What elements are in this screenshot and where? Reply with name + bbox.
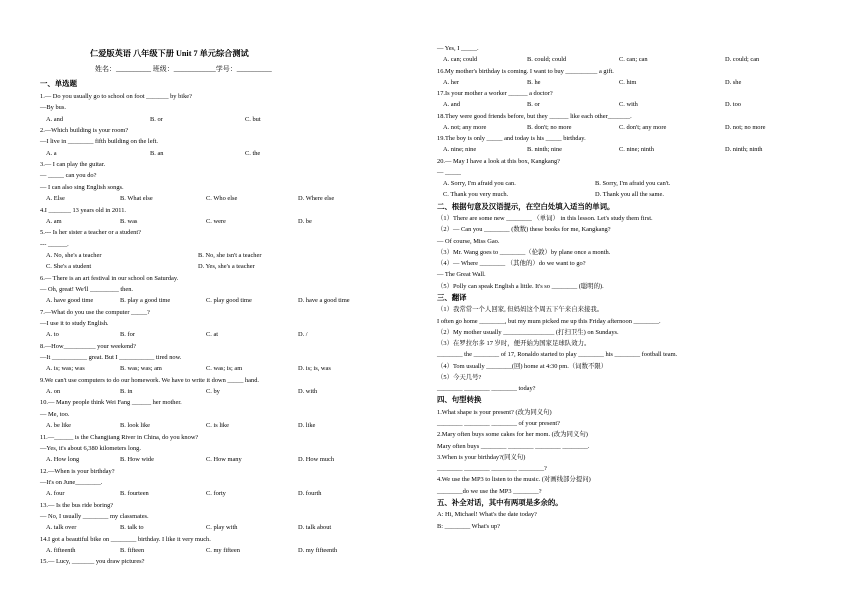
question-line: — I can also sing English songs. [40, 183, 124, 191]
question-line: — _____ [437, 168, 461, 176]
option-D: D. ninth; ninth [725, 146, 763, 154]
option-C: C. were [206, 217, 226, 225]
question-line: 7.—What do you use the computer _____? [40, 308, 150, 316]
section-heading: 一、单选题 [40, 79, 77, 88]
option-A: A. How long [46, 456, 80, 464]
option-C: C. don't; any more [619, 123, 667, 131]
option-D: D. / [298, 331, 308, 339]
question-line: 2.Mary often buys some cakes for her mom. (改为同义句) [437, 431, 588, 439]
option-A: A. be like [46, 422, 72, 430]
option-B: B. could; could [527, 56, 567, 64]
option-C: C. by [206, 388, 220, 396]
question-line: 18.They were good friends before, but they ______ like each other_______. [437, 112, 632, 120]
question-line: 3.— I can play the guitar. [40, 161, 106, 169]
section-heading: 二、根据句意及汉语提示，在空白处填入适当的单词。 [437, 201, 615, 211]
question-line: 6.— There is an art festival in our school on Saturday. [40, 274, 179, 282]
student-info-line: 姓名：__________ 班级：____________学号：__________ [95, 65, 272, 73]
option-C: C. play with [206, 524, 238, 532]
question-line: —I live in ________ fifth building on the left. [40, 138, 159, 146]
option-A: A. fifteenth [46, 547, 76, 554]
option-C: C. with [619, 101, 638, 109]
question-line: 1.— Do you usually go to school on foot _______ by bike? [40, 93, 192, 100]
option-B: B. talk to [120, 524, 144, 532]
option-B: B. or [150, 115, 163, 123]
question-line: （3）在罗拉尔多 17 岁时，便开始为国家足球队效力。 [437, 340, 591, 347]
option-B: B. he [527, 78, 541, 86]
question-line: Mary often buys ________ ________ ________ ________. [437, 442, 590, 450]
question-line: 15.— Lucy, _______ you draw pictures? [40, 558, 145, 566]
option-D: D. like [298, 422, 316, 430]
question-line: — Oh, great! We'll _________ then. [40, 285, 133, 293]
question-line: （4）— Where ________ （其他的）do we want to go? [437, 260, 586, 267]
option-A: A. a [46, 149, 57, 157]
option-C: C. at [206, 331, 219, 339]
option-D: D. too [725, 101, 741, 109]
option-B: B. was [120, 217, 138, 225]
question-line: 5.--- Is her sister a teacher or a student? [40, 229, 141, 237]
option-D: D. with [298, 388, 318, 396]
question-line: 13.— Is the bus ride boring? [40, 501, 114, 509]
question-line: （4）Tom usually ________(回) home at 4:30 pm.（词数不限） [437, 362, 608, 370]
option-D: D. she [725, 78, 742, 86]
question-line: — No, I usually ________ my classmates. [40, 512, 149, 520]
option-C: C. can; can [619, 56, 648, 64]
question-line: --- ______. [40, 240, 69, 248]
option-B: B. don't; no more [527, 123, 572, 131]
option-C: C. but [245, 115, 261, 123]
section-heading: 五、补全对话，其中有两项是多余的。 [437, 497, 563, 507]
option-C: C. play good time [206, 297, 252, 305]
option-A: A. not; any more [443, 123, 487, 131]
option-A: A. talk over [46, 524, 77, 532]
question-line: （2）— Can you ________ (数数) these books for me, Kangkang? [437, 226, 611, 234]
question-line: 11.—______ is the Changjiang River in China, do you know? [40, 433, 199, 441]
question-line: — Yes, I _____. [437, 45, 479, 52]
question-line: ________ ________ ________ ________? [437, 465, 547, 472]
option-D: D. not; no more [725, 123, 766, 131]
question-line: 4.I _______ 13 years old in 2011. [40, 206, 127, 214]
question-line: ________ ________ ________ today? [437, 385, 536, 392]
option-B: B. look like [120, 422, 150, 430]
option-B: B. Sorry, I'm afraid you can't. [595, 180, 671, 187]
option-A: C. She's a student [46, 263, 92, 271]
question-line: 12.—When is your birthday? [40, 467, 115, 475]
option-B: B. was; was; am [120, 365, 162, 373]
question-line: — Me, too. [40, 410, 70, 418]
option-C: C. the [245, 149, 261, 157]
question-line: 10.— Many people think Wei Fang ______ her mother. [40, 399, 182, 407]
option-D: D. is; is, was [298, 365, 331, 373]
option-A: A. four [46, 490, 65, 498]
question-line: （2）My mother usually ________________ (打扫卫生) on Sundays. [437, 328, 619, 336]
section-heading: 四、句型转换 [437, 395, 482, 405]
option-A: A. her [443, 78, 459, 86]
question-line: ________ ________ ________ of your present? [437, 420, 561, 427]
option-A: A. Else [46, 195, 65, 203]
question-line: — _____ can you do? [40, 172, 97, 180]
option-B: B. play a good time [120, 297, 171, 305]
option-A: A. am [46, 217, 62, 225]
option-A: A. No, she's a teacher [46, 251, 102, 259]
question-line: — Of course, Miss Gao. [437, 237, 500, 245]
option-B: B. fifteen [120, 547, 145, 554]
question-line: 9.We can't use computers to do our homework. We have to write it down _____ hand. [40, 376, 260, 384]
option-A: C. Thank you very much. [443, 191, 509, 199]
question-line: ________ the ________ of 17, Ronaldo started to play ________ his ________ football team. [437, 351, 678, 359]
option-B: B. How wide [120, 456, 154, 464]
option-B: B. ninth; nine [527, 146, 562, 154]
question-line: 8.—How__________ your weekend? [40, 342, 137, 350]
option-B: B. for [120, 331, 135, 339]
option-A: A. nine; nine [443, 146, 477, 154]
option-B: D. Thank you all the same. [595, 191, 664, 199]
option-A: A. can; could [443, 56, 478, 64]
question-line: （1）我常常一个人回家, 但妈妈这个周五下午来自来接我。 [437, 306, 604, 314]
option-D: D. fourth [298, 490, 322, 498]
option-D: D. my fifteenth [298, 547, 338, 554]
option-A: A. have good time [46, 297, 94, 305]
question-line: 14.I got a beautiful bike on ________ birthday. I like it very much. [40, 535, 211, 543]
question-line: A: Hi, Michael! What's the date today? [437, 511, 537, 519]
option-A: A. to [46, 331, 59, 339]
option-C: C. How many [206, 456, 242, 464]
paper-title: 仁爱版英语 八年级下册 Unit 7 单元综合测试 [90, 49, 249, 58]
question-line: I often go home ________, but my mum picked me up this Friday afternoon ________. [437, 317, 661, 325]
option-C: C. is like [206, 422, 229, 430]
option-C: C. Who else [206, 195, 238, 203]
question-line: 2.—Which building is your room? [40, 127, 129, 135]
option-D: D. How much [298, 456, 335, 464]
question-line: 19.The boy is only _____ and today is his _____ birthday. [437, 135, 586, 142]
option-B: B. No, she isn't a teacher [198, 251, 262, 259]
question-line: （5）Polly can speak English a little. It's so ________ (聪明的). [437, 282, 604, 290]
question-line: 4.We use the MP3 to listen to the music. (对画线部分提问) [437, 476, 591, 484]
option-D: D. Where else [298, 195, 335, 203]
option-B: B. What else [120, 195, 153, 203]
option-C: C. was; is; am [206, 365, 243, 373]
option-C: C. him [619, 78, 637, 86]
section-heading: 三、翻译 [437, 292, 467, 302]
question-line: （3）Mr. Wang goes to ________（伦敦）by plane once a month. [437, 248, 611, 256]
question-line: 1.What shape is your present? (改为同义句) [437, 408, 552, 416]
option-C: C. my fifteen [206, 547, 240, 554]
question-line: —It ___________ great. But I ___________ tired now. [40, 354, 182, 362]
question-line: ________do we use the MP3 ________? [437, 487, 542, 495]
option-D: D. could; can [725, 56, 760, 64]
option-C: C. nine; ninth [619, 146, 654, 154]
question-line: 17.Is your mother a worker ______ a doctor? [437, 90, 553, 97]
option-A: A. on [46, 388, 61, 396]
question-line: —Yes, it's about 6,380 kilometers long. [40, 444, 141, 452]
option-C: C. forty [206, 490, 226, 498]
option-A: A. and [46, 115, 64, 123]
question-line: —I use it to study English. [40, 320, 109, 327]
option-A: A. is; was; was [46, 365, 85, 373]
question-line: 3.When is your birthday?(同义句) [437, 453, 526, 461]
question-line: 20.— May I have a look at this box, Kangkang? [437, 157, 560, 165]
option-D: D. be [298, 217, 312, 225]
option-B: B. fourteen [120, 490, 149, 498]
question-line: 16.My mother's birthday is coming. I want to buy __________ a gift. [437, 67, 614, 75]
option-B: B. or [527, 101, 540, 109]
option-B: D. Yes, she's a teacher [198, 263, 255, 271]
option-A: A. Sorry, I'm afraid you can. [443, 180, 516, 187]
question-line: （1）There are some new ________ （单词） in this lesson. Let's study them first. [437, 215, 653, 222]
question-line: — The Great Wall. [437, 271, 486, 279]
question-line: —By bus. [40, 104, 66, 112]
option-D: D. have a good time [298, 297, 350, 305]
question-line: —It's on June________. [40, 478, 103, 486]
option-D: D. talk about [298, 524, 332, 532]
question-line: （5）今天几号? [437, 373, 482, 381]
option-B: B. an [150, 149, 164, 157]
option-A: A. and [443, 101, 461, 109]
option-B: B. in [120, 388, 133, 396]
question-line: B: ________ What's up? [437, 522, 500, 530]
